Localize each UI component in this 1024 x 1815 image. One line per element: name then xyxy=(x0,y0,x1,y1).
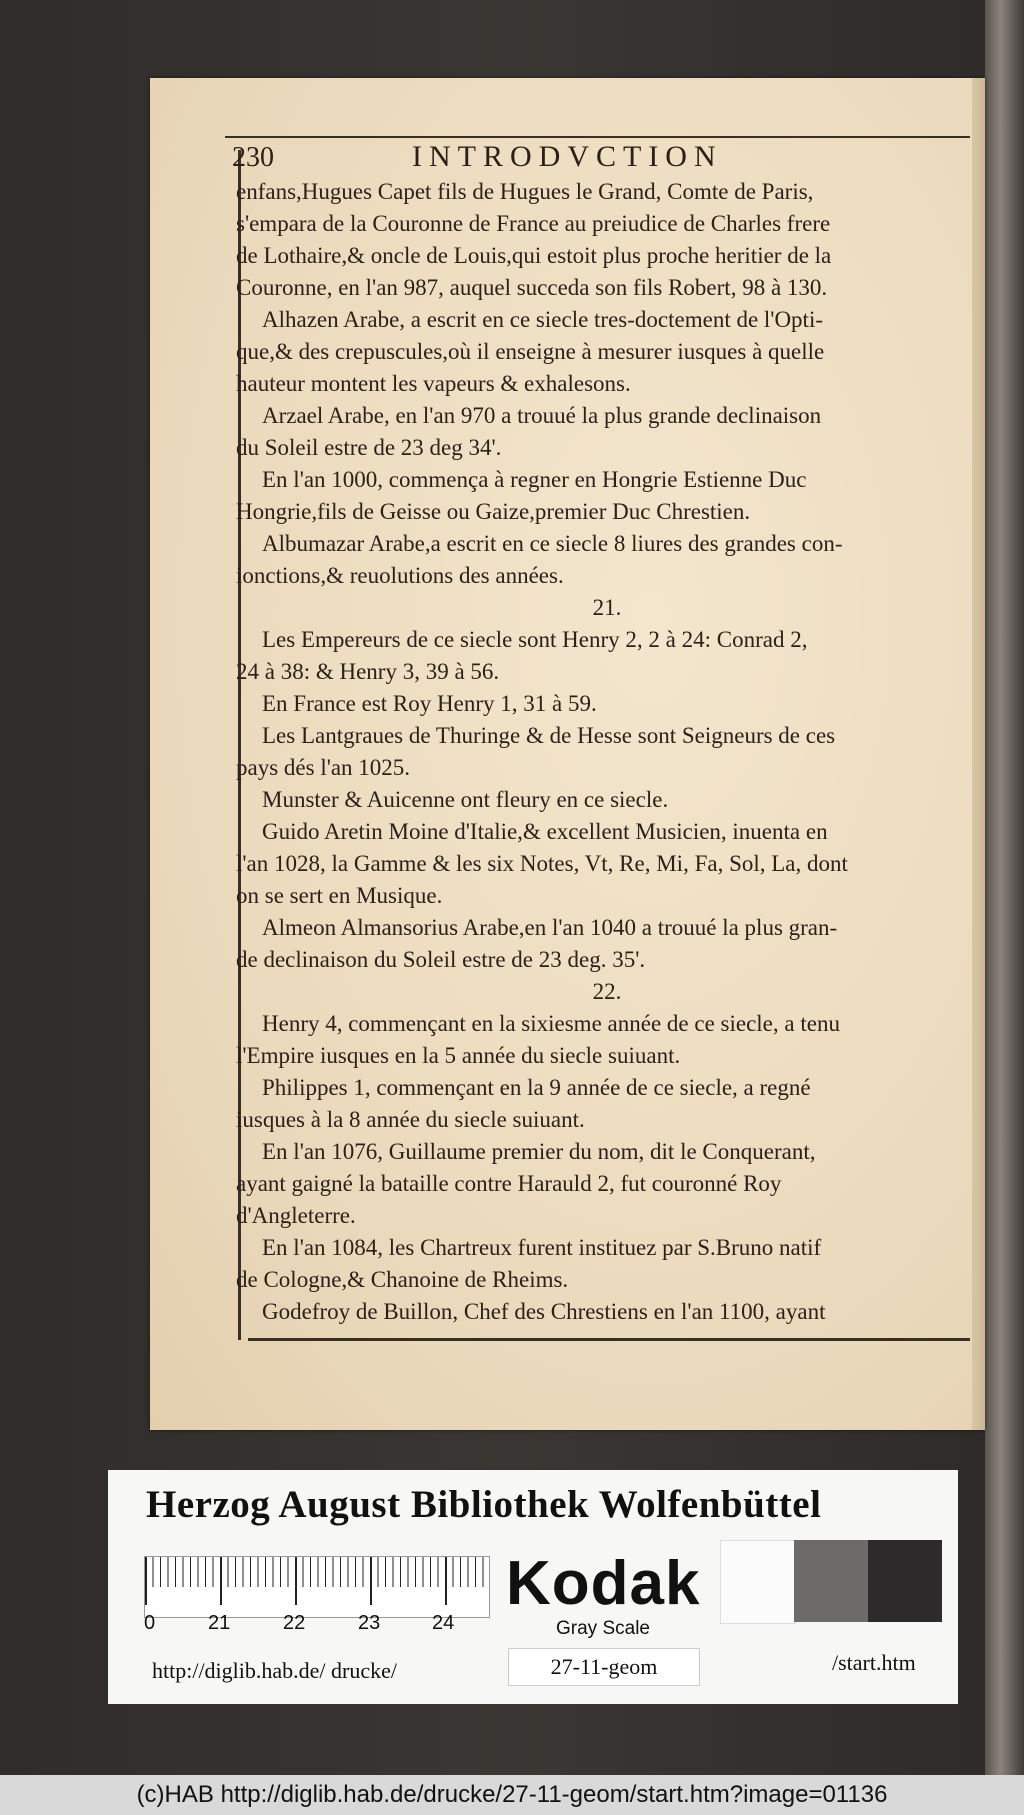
text-line: d'Angleterre. xyxy=(236,1203,356,1228)
text-line: de declinaison du Soleil estre de 23 deg. 35'. xyxy=(236,947,646,972)
text-line: Godefroy de Buillon, Chef des Chrestiens en l'an 1100, ayant xyxy=(262,1299,826,1324)
text-line: hauteur montent les vapeurs & exhalesons. xyxy=(236,371,631,396)
text-line: En France est Roy Henry 1, 31 à 59. xyxy=(262,691,597,716)
ruler-label-23: 23 xyxy=(358,1612,381,1634)
ruler-label-24: 24 xyxy=(432,1612,455,1634)
text-line: iusques à la 8 année du siecle suiuant. xyxy=(236,1107,585,1132)
text-line: 24 à 38: & Henry 3, 39 à 56. xyxy=(236,659,500,684)
gray-scale-label: Gray Scale xyxy=(556,1618,650,1639)
text-line: Munster & Auicenne ont fleury en ce siecle. xyxy=(262,787,669,812)
url-base: http://diglib.hab.de/ drucke/ xyxy=(152,1658,398,1683)
library-name: Herzog August Bibliothek Wolfenbüttel xyxy=(146,1483,822,1526)
measurement-ruler xyxy=(144,1556,490,1618)
swatch-black xyxy=(868,1540,942,1622)
text-line: s'empara de la Couronne de France au preiudice de Charles frere xyxy=(236,211,831,236)
text-line: 21. xyxy=(592,595,622,620)
text-line: de Lothaire,& oncle de Louis,qui estoit plus proche heritier de la xyxy=(236,243,832,268)
text-line: l'Empire iusques en la 5 année du siecle suiuant. xyxy=(236,1043,681,1068)
text-line: Guido Aretin Moine d'Italie,& excellent Musicien, inuenta en xyxy=(262,819,828,844)
text-line: En l'an 1076, Guillaume premier du nom, dit le Conquerant, xyxy=(262,1139,816,1164)
text-line: Philippes 1, commençant en la 9 année de ce siecle, a regné xyxy=(262,1075,811,1100)
color-target-card xyxy=(108,1470,958,1704)
text-line: Les Lantgraues de Thuringe & de Hesse sont Seigneurs de ces xyxy=(262,723,836,748)
text-line: Les Empereurs de ce siecle sont Henry 2, 2 à 24: Conrad 2, xyxy=(262,627,808,652)
text-line: Hongrie,fils de Geisse ou Gaize,premier Duc Chrestien. xyxy=(236,499,751,524)
ruler-label-0: 0 xyxy=(144,1612,156,1634)
url-collection-id: 27-11-geom xyxy=(508,1648,700,1686)
text-line: pays dés l'an 1025. xyxy=(236,755,411,780)
text-line: Alhazen Arabe, a escrit en ce siecle tres-doctement de l'Opti- xyxy=(262,307,823,332)
ruler-label-21: 21 xyxy=(208,1612,231,1634)
text-line: enfans,Hugues Capet fils de Hugues le Grand, Comte de Paris, xyxy=(236,179,814,204)
body-text xyxy=(236,176,978,1328)
text-line: l'an 1028, la Gamme & les six Notes, Vt, Re, Mi, Fa, Sol, La, dont xyxy=(236,851,848,876)
text-line: Albumazar Arabe,a escrit en ce siecle 8 liures des grandes con- xyxy=(262,531,843,556)
text-line: du Soleil estre de 23 deg 34'. xyxy=(236,435,502,460)
frame-rule-bottom xyxy=(248,1338,970,1341)
text-line: En l'an 1084, les Chartreux furent instituez par S.Bruno natif xyxy=(262,1235,822,1260)
text-line: Arzael Arabe, en l'an 970 a trouué la plus grande declinaison xyxy=(262,403,822,428)
text-line: 22. xyxy=(592,979,622,1004)
ruler-label-22: 22 xyxy=(283,1612,306,1634)
text-line: que,& des crepuscules,où il enseigne à mesurer iusques à quelle xyxy=(236,339,825,364)
ruler-major-ticks xyxy=(145,1557,489,1605)
adjacent-page-edge xyxy=(985,0,1024,1775)
url-suffix: /start.htm xyxy=(832,1650,916,1675)
copyright-footer: (c)HAB http://diglib.hab.de/drucke/27-11-geom/start.htm?image=01136 xyxy=(0,1775,1024,1815)
page-header xyxy=(232,140,992,180)
text-line: on se sert en Musique. xyxy=(236,883,443,908)
kodak-logo: Kodak xyxy=(506,1549,701,1618)
text-line: En l'an 1000, commença à regner en Hongrie Estienne Duc xyxy=(262,467,807,492)
frame-rule-top xyxy=(225,136,970,138)
text-line: ayant gaigné la bataille contre Harauld 2, fut couronné Roy xyxy=(236,1171,782,1196)
text-line: Couronne, en l'an 987, auquel succeda son fils Robert, 98 à 130. xyxy=(236,275,828,300)
running-title: INTRODVCTION xyxy=(412,140,723,173)
text-line: Almeon Almansorius Arabe,en l'an 1040 a trouué la plus gran- xyxy=(262,915,838,940)
swatch-white xyxy=(720,1540,796,1624)
text-line: de Cologne,& Chanoine de Rheims. xyxy=(236,1267,569,1292)
swatch-gray xyxy=(794,1540,868,1622)
text-line: ionctions,& reuolutions des années. xyxy=(236,563,564,588)
text-line: Henry 4, commençant en la sixiesme année de ce siecle, a tenu xyxy=(262,1011,840,1036)
page-number: 230 xyxy=(232,142,274,173)
